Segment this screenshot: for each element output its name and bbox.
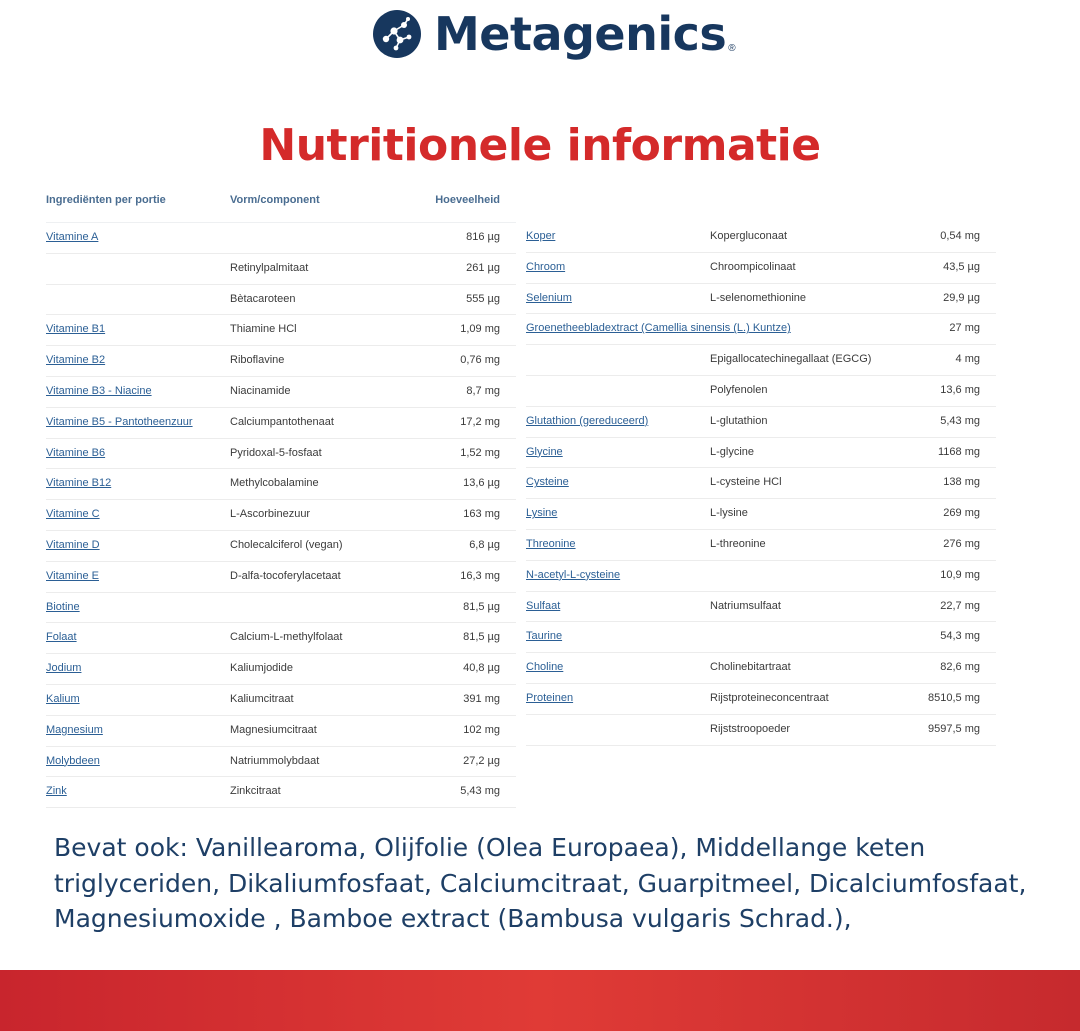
table-body-right xyxy=(526,222,996,746)
ingredient-amount: 391 mg xyxy=(463,692,500,705)
table-row xyxy=(46,777,516,808)
molecule-logo-icon xyxy=(372,9,422,59)
ingredient-form: L-threonine xyxy=(710,537,766,550)
ingredient-name[interactable]: Vitamine B1 xyxy=(46,323,106,336)
ingredient-form xyxy=(230,223,420,253)
header-ingredient: Ingrediënten per portie xyxy=(46,194,166,206)
table-row xyxy=(46,469,516,500)
table-row xyxy=(46,685,516,716)
table-row xyxy=(526,592,996,623)
ingredient-form: Zinkcitraat xyxy=(230,785,281,798)
nutrition-table-left xyxy=(46,188,516,808)
table-row xyxy=(526,715,996,746)
table-row xyxy=(526,561,996,592)
table-row xyxy=(46,623,516,654)
page-title: Nutritionele informatie xyxy=(259,120,821,171)
ingredient-form: Kaliumjodide xyxy=(230,662,293,675)
table-row xyxy=(46,346,516,377)
ingredient-form: L-cysteine HCl xyxy=(710,476,782,489)
ingredient-name[interactable]: Groenetheebladextract (Camellia sinensis (L.) Kuntze) xyxy=(526,322,791,335)
nutrition-table-right xyxy=(526,222,996,746)
ingredient-name[interactable]: Glycine xyxy=(526,445,563,458)
table-row xyxy=(46,377,516,408)
table-row xyxy=(526,499,996,530)
ingredient-amount: 81,5 µg xyxy=(463,631,500,644)
table-row xyxy=(526,438,996,469)
ingredient-name[interactable]: Vitamine A xyxy=(46,231,99,243)
ingredient-amount: 6,8 µg xyxy=(469,538,500,551)
ingredient-form xyxy=(230,593,420,623)
table-row xyxy=(46,439,516,470)
ingredient-amount: 54,3 mg xyxy=(940,630,980,643)
brand-registered-mark: ® xyxy=(728,42,736,54)
ingredient-amount: 269 mg xyxy=(943,507,980,520)
ingredient-form: Polyfenolen xyxy=(710,383,768,396)
footer-bar xyxy=(0,970,1080,1031)
header-form: Vorm/component xyxy=(230,194,320,206)
ingredient-name[interactable]: Vitamine D xyxy=(46,538,100,551)
ingredient-form: Kaliumcitraat xyxy=(230,692,294,705)
ingredient-form: Epigallocatechinegallaat (EGCG) xyxy=(710,353,872,366)
ingredient-amount: 8,7 mg xyxy=(466,384,500,397)
table-row xyxy=(526,407,996,438)
ingredient-form: Rijstproteineconcentraat xyxy=(710,691,829,704)
ingredient-amount: 27 mg xyxy=(949,322,980,335)
ingredient-amount: 138 mg xyxy=(943,476,980,489)
table-row xyxy=(46,408,516,439)
ingredient-name[interactable]: Threonine xyxy=(526,537,576,550)
ingredient-name[interactable]: Molybdeen xyxy=(46,754,100,767)
ingredient-form: L-glycine xyxy=(710,445,755,458)
ingredient-form: Kopergluconaat xyxy=(710,230,788,242)
brand-logo xyxy=(372,6,736,62)
table-row xyxy=(46,716,516,747)
ingredient-form: Thiamine HCl xyxy=(230,323,297,336)
ingredient-name xyxy=(526,376,710,406)
ingredient-amount: 276 mg xyxy=(943,537,980,550)
table-row xyxy=(46,223,516,254)
ingredient-form: Natriummolybdaat xyxy=(230,754,320,767)
ingredient-form: L-lysine xyxy=(710,507,748,520)
ingredient-form: L-selenomethionine xyxy=(710,291,807,304)
ingredient-name xyxy=(46,254,230,284)
ingredient-name[interactable]: Vitamine B5 - Pantotheenzuur xyxy=(46,415,193,428)
ingredient-form: Rijststroopoeder xyxy=(710,722,791,735)
ingredient-amount: 4 mg xyxy=(955,353,980,366)
header-amount: Hoeveelheid xyxy=(435,194,500,206)
table-row xyxy=(526,530,996,561)
ingredient-name[interactable]: Vitamine B6 xyxy=(46,446,106,459)
ingredient-amount: 163 mg xyxy=(463,508,500,521)
ingredient-name[interactable]: Chroom xyxy=(526,260,566,273)
ingredient-name[interactable]: Vitamine E xyxy=(46,569,99,582)
ingredient-name[interactable]: N-acetyl-L-cysteine xyxy=(526,568,621,581)
table-row xyxy=(526,684,996,715)
table-row xyxy=(526,222,996,253)
ingredient-form: Methylcobalamine xyxy=(230,477,319,490)
ingredient-form: Pyridoxal-5-fosfaat xyxy=(230,446,322,459)
ingredient-form: Magnesiumcitraat xyxy=(230,723,317,736)
ingredient-name[interactable]: Kalium xyxy=(46,692,80,705)
ingredient-name[interactable]: Selenium xyxy=(526,291,572,304)
ingredient-amount: 27,2 µg xyxy=(463,754,500,767)
ingredient-amount: 13,6 mg xyxy=(940,383,980,396)
ingredient-amount: 5,43 mg xyxy=(460,785,500,798)
table-row xyxy=(526,253,996,284)
table-row xyxy=(526,284,996,315)
table-row xyxy=(46,315,516,346)
table-row xyxy=(46,747,516,778)
ingredient-form: L-Ascorbinezuur xyxy=(230,508,311,521)
ingredient-name[interactable]: Vitamine B12 xyxy=(46,477,112,490)
table-row xyxy=(526,345,996,376)
ingredient-name[interactable]: Vitamine B3 - Niacine xyxy=(46,384,152,397)
ingredient-amount: 16,3 mg xyxy=(460,569,500,582)
ingredient-name[interactable]: Sulfaat xyxy=(526,599,561,612)
ingredient-amount: 261 µg xyxy=(466,261,500,274)
also-contains-text: Bevat ook: Vanillearoma, Olijfolie (Olea Europaea), Middellange keten triglyceriden, Dikaliumfosfaat, Calciumcitraat, Guarpitmeel, Dicalciumfosfaat, Magnesiumoxide , Bamboe extract (Bambusa vulgaris Schrad.), xyxy=(54,833,1027,933)
ingredient-name[interactable]: Lysine xyxy=(526,507,558,520)
ingredient-amount: 22,7 mg xyxy=(940,599,980,612)
ingredient-form: Chroompicolinaat xyxy=(710,260,796,273)
ingredient-name xyxy=(46,285,230,315)
ingredient-form xyxy=(710,622,900,652)
ingredient-amount: 82,6 mg xyxy=(940,661,980,674)
ingredient-amount: 816 µg xyxy=(466,231,500,243)
table-row xyxy=(46,500,516,531)
ingredient-form: Riboflavine xyxy=(230,354,285,367)
ingredient-amount: 0,76 mg xyxy=(460,354,500,367)
ingredient-form xyxy=(710,561,900,591)
ingredient-amount: 1168 mg xyxy=(938,445,980,458)
ingredient-amount: 43,5 µg xyxy=(943,260,980,273)
table-row xyxy=(46,562,516,593)
table-row xyxy=(46,254,516,285)
ingredient-amount: 13,6 µg xyxy=(463,477,500,490)
ingredient-form: Niacinamide xyxy=(230,384,291,397)
ingredient-name xyxy=(526,715,710,745)
ingredient-amount: 5,43 mg xyxy=(940,414,980,427)
ingredient-amount: 0,54 mg xyxy=(940,230,980,242)
ingredient-amount: 9597,5 mg xyxy=(928,722,980,735)
table-row xyxy=(526,314,996,345)
ingredient-name[interactable]: Vitamine B2 xyxy=(46,354,106,367)
table-row xyxy=(526,468,996,499)
table-row xyxy=(46,285,516,316)
table-row xyxy=(46,531,516,562)
ingredient-form: Natriumsulfaat xyxy=(710,599,781,612)
brand-name: Metagenics xyxy=(434,7,727,61)
ingredient-name[interactable]: Magnesium xyxy=(46,723,103,736)
ingredient-name[interactable]: Folaat xyxy=(46,631,77,644)
ingredient-amount: 10,9 mg xyxy=(940,568,980,581)
ingredient-form: Calcium-L-methylfolaat xyxy=(230,631,343,644)
table-row xyxy=(46,593,516,624)
ingredient-name[interactable]: Jodium xyxy=(46,662,82,675)
ingredient-amount: 29,9 µg xyxy=(943,291,980,304)
ingredient-name[interactable]: Glutathion (gereduceerd) xyxy=(526,414,649,427)
ingredient-amount: 1,52 mg xyxy=(460,446,500,459)
ingredient-name[interactable]: Taurine xyxy=(526,630,563,643)
ingredient-name[interactable]: Choline xyxy=(526,661,564,674)
ingredient-name[interactable]: Koper xyxy=(526,230,556,242)
ingredient-name[interactable]: Vitamine C xyxy=(46,508,100,521)
table-body-left xyxy=(46,223,516,808)
table-header xyxy=(46,188,516,223)
ingredient-name[interactable]: Cysteine xyxy=(526,476,569,489)
ingredient-amount: 555 µg xyxy=(466,292,500,305)
ingredient-name[interactable]: Zink xyxy=(46,785,67,798)
table-row xyxy=(526,622,996,653)
ingredient-name[interactable]: Proteinen xyxy=(526,691,574,704)
ingredient-form: Cholecalciferol (vegan) xyxy=(230,538,343,551)
ingredient-amount: 17,2 mg xyxy=(460,415,500,428)
table-row xyxy=(46,654,516,685)
ingredient-form: L-glutathion xyxy=(710,414,768,427)
ingredient-name xyxy=(526,345,710,375)
ingredient-name[interactable]: Biotine xyxy=(46,600,80,613)
ingredient-amount: 40,8 µg xyxy=(463,662,500,675)
ingredient-form: Cholinebitartraat xyxy=(710,661,791,674)
table-row xyxy=(526,376,996,407)
ingredient-amount: 102 mg xyxy=(463,723,500,736)
ingredient-form: Calciumpantothenaat xyxy=(230,415,334,428)
table-row xyxy=(526,653,996,684)
ingredient-form: Retinylpalmitaat xyxy=(230,261,309,274)
ingredient-amount: 8510,5 mg xyxy=(928,691,980,704)
ingredient-amount: 81,5 µg xyxy=(463,600,500,613)
ingredient-form: D-alfa-tocoferylacetaat xyxy=(230,569,341,582)
ingredient-amount: 1,09 mg xyxy=(460,323,500,336)
ingredient-form: Bètacaroteen xyxy=(230,292,296,305)
